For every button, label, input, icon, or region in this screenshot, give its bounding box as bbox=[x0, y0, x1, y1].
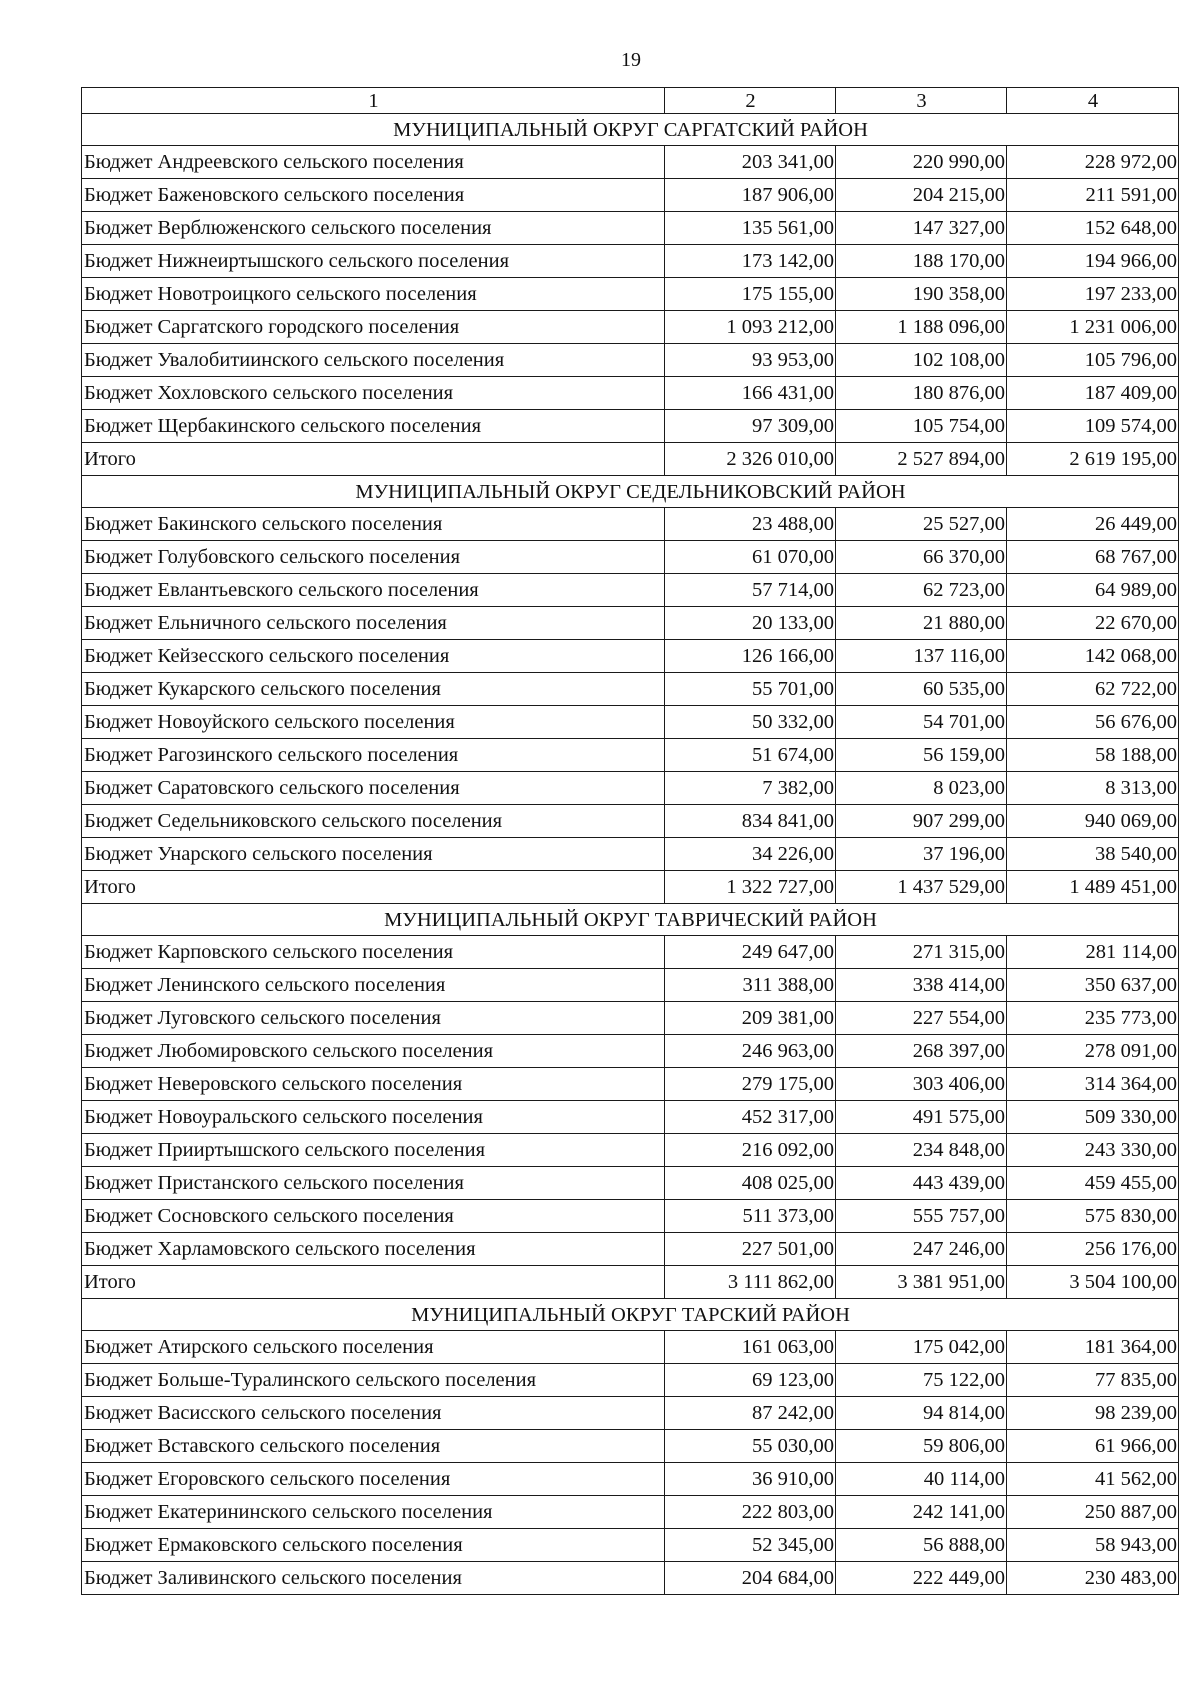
table-row bbox=[82, 377, 1179, 410]
amount-cell-4: 105 796,00 bbox=[1007, 344, 1179, 377]
amount-cell-4: 58 188,00 bbox=[1007, 739, 1179, 772]
amount-cell-2: 216 092,00 bbox=[665, 1134, 836, 1167]
amount-cell-4: 64 989,00 bbox=[1007, 574, 1179, 607]
amount-cell-3: 271 315,00 bbox=[836, 936, 1007, 969]
table-row bbox=[82, 838, 1179, 871]
budget-name-cell: Бюджет Голубовского сельского поселения bbox=[82, 541, 665, 574]
amount-cell-3: 40 114,00 bbox=[836, 1463, 1007, 1496]
amount-cell-3: 180 876,00 bbox=[836, 377, 1007, 410]
amount-cell-3: 75 122,00 bbox=[836, 1364, 1007, 1397]
amount-cell-3: 25 527,00 bbox=[836, 508, 1007, 541]
budget-name-cell: Бюджет Неверовского сельского поселения bbox=[82, 1068, 665, 1101]
amount-cell-2: 209 381,00 bbox=[665, 1002, 836, 1035]
amount-cell-3: 907 299,00 bbox=[836, 805, 1007, 838]
budget-name-cell: Итого bbox=[82, 1266, 665, 1299]
table-row bbox=[82, 212, 1179, 245]
amount-cell-2: 50 332,00 bbox=[665, 706, 836, 739]
amount-cell-3: 56 888,00 bbox=[836, 1529, 1007, 1562]
section-header-row bbox=[82, 476, 1179, 508]
amount-cell-4: 26 449,00 bbox=[1007, 508, 1179, 541]
amount-cell-2: 97 309,00 bbox=[665, 410, 836, 443]
amount-cell-4: 243 330,00 bbox=[1007, 1134, 1179, 1167]
budget-name-cell: Бюджет Щербакинского сельского поселения bbox=[82, 410, 665, 443]
table-body bbox=[82, 88, 1179, 1595]
table-row bbox=[82, 1167, 1179, 1200]
amount-cell-4: 350 637,00 bbox=[1007, 969, 1179, 1002]
amount-cell-3: 188 170,00 bbox=[836, 245, 1007, 278]
amount-cell-4: 8 313,00 bbox=[1007, 772, 1179, 805]
amount-cell-2: 187 906,00 bbox=[665, 179, 836, 212]
amount-cell-2: 249 647,00 bbox=[665, 936, 836, 969]
budget-name-cell: Бюджет Екатерининского сельского поселения bbox=[82, 1496, 665, 1529]
section-header-row bbox=[82, 1299, 1179, 1331]
amount-cell-3: 105 754,00 bbox=[836, 410, 1007, 443]
budget-name-cell: Бюджет Рагозинского сельского поселения bbox=[82, 739, 665, 772]
budget-name-cell: Бюджет Харламовского сельского поселения bbox=[82, 1233, 665, 1266]
budget-name-cell: Бюджет Кукарского сельского поселения bbox=[82, 673, 665, 706]
table-row bbox=[82, 772, 1179, 805]
amount-cell-4: 109 574,00 bbox=[1007, 410, 1179, 443]
amount-cell-3: 303 406,00 bbox=[836, 1068, 1007, 1101]
table-row bbox=[82, 146, 1179, 179]
amount-cell-3: 555 757,00 bbox=[836, 1200, 1007, 1233]
amount-cell-3: 59 806,00 bbox=[836, 1430, 1007, 1463]
table-row bbox=[82, 344, 1179, 377]
table-row bbox=[82, 640, 1179, 673]
amount-cell-3: 8 023,00 bbox=[836, 772, 1007, 805]
budget-name-cell: Бюджет Луговского сельского поселения bbox=[82, 1002, 665, 1035]
amount-cell-3: 242 141,00 bbox=[836, 1496, 1007, 1529]
table-row bbox=[82, 1562, 1179, 1595]
amount-cell-2: 204 684,00 bbox=[665, 1562, 836, 1595]
column-number-1: 1 bbox=[82, 88, 665, 114]
amount-cell-4: 58 943,00 bbox=[1007, 1529, 1179, 1562]
budget-name-cell: Бюджет Хохловского сельского поселения bbox=[82, 377, 665, 410]
budget-name-cell: Бюджет Увалобитиинского сельского поселения bbox=[82, 344, 665, 377]
amount-cell-2: 20 133,00 bbox=[665, 607, 836, 640]
amount-cell-2: 222 803,00 bbox=[665, 1496, 836, 1529]
amount-cell-3: 220 990,00 bbox=[836, 146, 1007, 179]
amount-cell-3: 190 358,00 bbox=[836, 278, 1007, 311]
table-row bbox=[82, 179, 1179, 212]
amount-cell-4: 1 489 451,00 bbox=[1007, 871, 1179, 904]
amount-cell-4: 230 483,00 bbox=[1007, 1562, 1179, 1595]
table-row bbox=[82, 541, 1179, 574]
amount-cell-4: 1 231 006,00 bbox=[1007, 311, 1179, 344]
budget-name-cell: Бюджет Сосновского сельского поселения bbox=[82, 1200, 665, 1233]
budget-name-cell: Бюджет Кейзесского сельского поселения bbox=[82, 640, 665, 673]
table-row bbox=[82, 508, 1179, 541]
amount-cell-4: 56 676,00 bbox=[1007, 706, 1179, 739]
amount-cell-3: 21 880,00 bbox=[836, 607, 1007, 640]
amount-cell-2: 246 963,00 bbox=[665, 1035, 836, 1068]
amount-cell-3: 2 527 894,00 bbox=[836, 443, 1007, 476]
budget-name-cell: Бюджет Вставского сельского поселения bbox=[82, 1430, 665, 1463]
table-row bbox=[82, 278, 1179, 311]
table-row bbox=[82, 1134, 1179, 1167]
amount-cell-2: 161 063,00 bbox=[665, 1331, 836, 1364]
table-row bbox=[82, 410, 1179, 443]
amount-cell-4: 61 966,00 bbox=[1007, 1430, 1179, 1463]
budget-name-cell: Бюджет Пристанского сельского поселения bbox=[82, 1167, 665, 1200]
budget-name-cell: Итого bbox=[82, 443, 665, 476]
amount-cell-4: 181 364,00 bbox=[1007, 1331, 1179, 1364]
amount-cell-2: 126 166,00 bbox=[665, 640, 836, 673]
table-row bbox=[82, 1496, 1179, 1529]
amount-cell-2: 1 322 727,00 bbox=[665, 871, 836, 904]
table-row bbox=[82, 1397, 1179, 1430]
amount-cell-2: 69 123,00 bbox=[665, 1364, 836, 1397]
amount-cell-4: 281 114,00 bbox=[1007, 936, 1179, 969]
budget-name-cell: Бюджет Заливинского сельского поселения bbox=[82, 1562, 665, 1595]
table-row bbox=[82, 1364, 1179, 1397]
amount-cell-4: 68 767,00 bbox=[1007, 541, 1179, 574]
amount-cell-2: 7 382,00 bbox=[665, 772, 836, 805]
table-row bbox=[82, 1002, 1179, 1035]
amount-cell-4: 235 773,00 bbox=[1007, 1002, 1179, 1035]
budget-name-cell: Бюджет Саргатского городского поселения bbox=[82, 311, 665, 344]
table-row bbox=[82, 311, 1179, 344]
amount-cell-4: 38 540,00 bbox=[1007, 838, 1179, 871]
amount-cell-2: 173 142,00 bbox=[665, 245, 836, 278]
amount-cell-3: 1 437 529,00 bbox=[836, 871, 1007, 904]
amount-cell-3: 56 159,00 bbox=[836, 739, 1007, 772]
budget-name-cell: Бюджет Евлантьевского сельского поселения bbox=[82, 574, 665, 607]
amount-cell-2: 87 242,00 bbox=[665, 1397, 836, 1430]
amount-cell-2: 408 025,00 bbox=[665, 1167, 836, 1200]
amount-cell-2: 52 345,00 bbox=[665, 1529, 836, 1562]
amount-cell-4: 197 233,00 bbox=[1007, 278, 1179, 311]
budget-name-cell: Бюджет Ермаковского сельского поселения bbox=[82, 1529, 665, 1562]
table-row bbox=[82, 936, 1179, 969]
amount-cell-2: 55 701,00 bbox=[665, 673, 836, 706]
amount-cell-3: 37 196,00 bbox=[836, 838, 1007, 871]
section-title: МУНИЦИПАЛЬНЫЙ ОКРУГ ТАВРИЧЕСКИЙ РАЙОН bbox=[82, 904, 1179, 936]
table-row bbox=[82, 1463, 1179, 1496]
table-row bbox=[82, 706, 1179, 739]
table-row bbox=[82, 607, 1179, 640]
column-number-4: 4 bbox=[1007, 88, 1179, 114]
budget-name-cell: Бюджет Васисского сельского поселения bbox=[82, 1397, 665, 1430]
table-row bbox=[82, 1331, 1179, 1364]
table-row bbox=[82, 1529, 1179, 1562]
table-row bbox=[82, 969, 1179, 1002]
amount-cell-3: 247 246,00 bbox=[836, 1233, 1007, 1266]
table-row bbox=[82, 1101, 1179, 1134]
amount-cell-3: 3 381 951,00 bbox=[836, 1266, 1007, 1299]
amount-cell-4: 940 069,00 bbox=[1007, 805, 1179, 838]
table-row bbox=[82, 1068, 1179, 1101]
table-row bbox=[82, 443, 1179, 476]
page-number: 19 bbox=[621, 49, 641, 71]
amount-cell-2: 34 226,00 bbox=[665, 838, 836, 871]
amount-cell-3: 491 575,00 bbox=[836, 1101, 1007, 1134]
amount-cell-2: 452 317,00 bbox=[665, 1101, 836, 1134]
amount-cell-2: 3 111 862,00 bbox=[665, 1266, 836, 1299]
budget-name-cell: Бюджет Нижнеиртышского сельского поселения bbox=[82, 245, 665, 278]
budget-name-cell: Бюджет Верблюженского сельского поселения bbox=[82, 212, 665, 245]
table-row bbox=[82, 1430, 1179, 1463]
amount-cell-3: 175 042,00 bbox=[836, 1331, 1007, 1364]
table-row bbox=[82, 805, 1179, 838]
table-row bbox=[82, 1200, 1179, 1233]
amount-cell-2: 55 030,00 bbox=[665, 1430, 836, 1463]
budget-name-cell: Бюджет Егоровского сельского поселения bbox=[82, 1463, 665, 1496]
section-title: МУНИЦИПАЛЬНЫЙ ОКРУГ САРГАТСКИЙ РАЙОН bbox=[82, 114, 1179, 146]
amount-cell-3: 102 108,00 bbox=[836, 344, 1007, 377]
amount-cell-2: 166 431,00 bbox=[665, 377, 836, 410]
table-row bbox=[82, 1233, 1179, 1266]
table-row bbox=[82, 871, 1179, 904]
table-row bbox=[82, 739, 1179, 772]
amount-cell-3: 137 116,00 bbox=[836, 640, 1007, 673]
section-title: МУНИЦИПАЛЬНЫЙ ОКРУГ СЕДЕЛЬНИКОВСКИЙ РАЙОН bbox=[82, 476, 1179, 508]
budget-name-cell: Бюджет Новоуральского сельского поселения bbox=[82, 1101, 665, 1134]
amount-cell-2: 36 910,00 bbox=[665, 1463, 836, 1496]
budget-name-cell: Бюджет Седельниковского сельского поселения bbox=[82, 805, 665, 838]
budget-name-cell: Бюджет Бакинского сельского поселения bbox=[82, 508, 665, 541]
amount-cell-2: 834 841,00 bbox=[665, 805, 836, 838]
amount-cell-4: 41 562,00 bbox=[1007, 1463, 1179, 1496]
amount-cell-3: 60 535,00 bbox=[836, 673, 1007, 706]
budget-name-cell: Бюджет Атирского сельского поселения bbox=[82, 1331, 665, 1364]
section-title: МУНИЦИПАЛЬНЫЙ ОКРУГ ТАРСКИЙ РАЙОН bbox=[82, 1299, 1179, 1331]
amount-cell-3: 227 554,00 bbox=[836, 1002, 1007, 1035]
budget-name-cell: Бюджет Унарского сельского поселения bbox=[82, 838, 665, 871]
amount-cell-4: 62 722,00 bbox=[1007, 673, 1179, 706]
column-number-2: 2 bbox=[665, 88, 836, 114]
amount-cell-4: 278 091,00 bbox=[1007, 1035, 1179, 1068]
amount-cell-2: 511 373,00 bbox=[665, 1200, 836, 1233]
amount-cell-3: 147 327,00 bbox=[836, 212, 1007, 245]
table-row bbox=[82, 1266, 1179, 1299]
amount-cell-4: 2 619 195,00 bbox=[1007, 443, 1179, 476]
amount-cell-3: 222 449,00 bbox=[836, 1562, 1007, 1595]
budget-table bbox=[81, 87, 1179, 1595]
section-header-row bbox=[82, 114, 1179, 146]
budget-name-cell: Бюджет Ельничного сельского поселения bbox=[82, 607, 665, 640]
amount-cell-2: 57 714,00 bbox=[665, 574, 836, 607]
amount-cell-4: 575 830,00 bbox=[1007, 1200, 1179, 1233]
amount-cell-2: 227 501,00 bbox=[665, 1233, 836, 1266]
amount-cell-3: 338 414,00 bbox=[836, 969, 1007, 1002]
amount-cell-4: 459 455,00 bbox=[1007, 1167, 1179, 1200]
amount-cell-2: 203 341,00 bbox=[665, 146, 836, 179]
amount-cell-4: 98 239,00 bbox=[1007, 1397, 1179, 1430]
budget-name-cell: Бюджет Ленинского сельского поселения bbox=[82, 969, 665, 1002]
budget-name-cell: Бюджет Баженовского сельского поселения bbox=[82, 179, 665, 212]
amount-cell-4: 256 176,00 bbox=[1007, 1233, 1179, 1266]
budget-name-cell: Бюджет Новотроицкого сельского поселения bbox=[82, 278, 665, 311]
amount-cell-3: 62 723,00 bbox=[836, 574, 1007, 607]
column-number-3: 3 bbox=[836, 88, 1007, 114]
amount-cell-3: 94 814,00 bbox=[836, 1397, 1007, 1430]
amount-cell-2: 93 953,00 bbox=[665, 344, 836, 377]
budget-name-cell: Бюджет Андреевского сельского поселения bbox=[82, 146, 665, 179]
amount-cell-2: 135 561,00 bbox=[665, 212, 836, 245]
amount-cell-3: 234 848,00 bbox=[836, 1134, 1007, 1167]
amount-cell-3: 54 701,00 bbox=[836, 706, 1007, 739]
amount-cell-3: 443 439,00 bbox=[836, 1167, 1007, 1200]
amount-cell-4: 142 068,00 bbox=[1007, 640, 1179, 673]
section-header-row bbox=[82, 904, 1179, 936]
amount-cell-2: 279 175,00 bbox=[665, 1068, 836, 1101]
budget-name-cell: Итого bbox=[82, 871, 665, 904]
amount-cell-4: 250 887,00 bbox=[1007, 1496, 1179, 1529]
table-row bbox=[82, 574, 1179, 607]
amount-cell-2: 23 488,00 bbox=[665, 508, 836, 541]
amount-cell-4: 314 364,00 bbox=[1007, 1068, 1179, 1101]
amount-cell-4: 194 966,00 bbox=[1007, 245, 1179, 278]
amount-cell-4: 22 670,00 bbox=[1007, 607, 1179, 640]
budget-name-cell: Бюджет Саратовского сельского поселения bbox=[82, 772, 665, 805]
budget-name-cell: Бюджет Прииртышского сельского поселения bbox=[82, 1134, 665, 1167]
amount-cell-3: 268 397,00 bbox=[836, 1035, 1007, 1068]
amount-cell-2: 1 093 212,00 bbox=[665, 311, 836, 344]
amount-cell-4: 3 504 100,00 bbox=[1007, 1266, 1179, 1299]
amount-cell-4: 509 330,00 bbox=[1007, 1101, 1179, 1134]
amount-cell-2: 2 326 010,00 bbox=[665, 443, 836, 476]
column-number-row bbox=[82, 88, 1179, 114]
budget-name-cell: Бюджет Карповского сельского поселения bbox=[82, 936, 665, 969]
table-row bbox=[82, 245, 1179, 278]
amount-cell-2: 311 388,00 bbox=[665, 969, 836, 1002]
table-row bbox=[82, 673, 1179, 706]
table-row bbox=[82, 1035, 1179, 1068]
amount-cell-2: 61 070,00 bbox=[665, 541, 836, 574]
amount-cell-4: 187 409,00 bbox=[1007, 377, 1179, 410]
amount-cell-4: 228 972,00 bbox=[1007, 146, 1179, 179]
amount-cell-3: 204 215,00 bbox=[836, 179, 1007, 212]
amount-cell-2: 175 155,00 bbox=[665, 278, 836, 311]
budget-name-cell: Бюджет Новоуйского сельского поселения bbox=[82, 706, 665, 739]
amount-cell-3: 1 188 096,00 bbox=[836, 311, 1007, 344]
amount-cell-4: 77 835,00 bbox=[1007, 1364, 1179, 1397]
budget-name-cell: Бюджет Больше-Туралинского сельского поселения bbox=[82, 1364, 665, 1397]
amount-cell-3: 66 370,00 bbox=[836, 541, 1007, 574]
amount-cell-4: 152 648,00 bbox=[1007, 212, 1179, 245]
budget-name-cell: Бюджет Любомировского сельского поселения bbox=[82, 1035, 665, 1068]
amount-cell-2: 51 674,00 bbox=[665, 739, 836, 772]
amount-cell-4: 211 591,00 bbox=[1007, 179, 1179, 212]
